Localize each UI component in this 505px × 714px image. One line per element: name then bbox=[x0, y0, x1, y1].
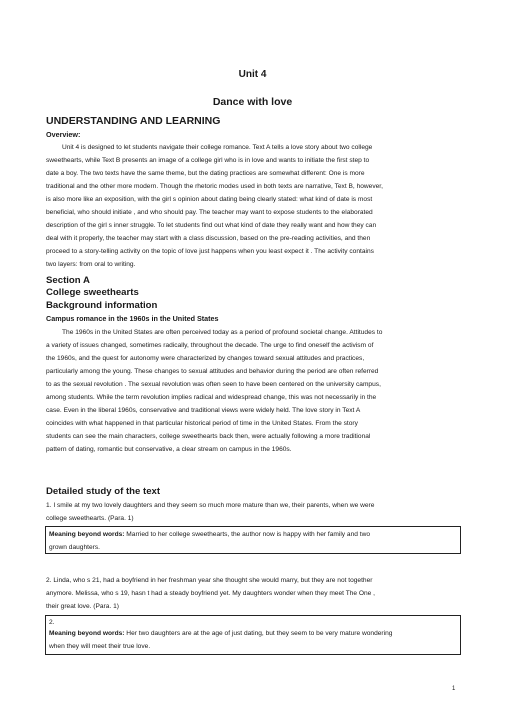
overview-line: sweethearts, while Text B presents an image of a college girl who is in love and wants to initiate the first step to bbox=[46, 157, 370, 164]
background-line: particularly among the young. These changes to sexual attitudes and behavior during the period are often referred bbox=[46, 368, 379, 375]
meaning-box-1-line: grown daughters. bbox=[49, 544, 100, 551]
background-line: among students. While the term revolution implies radical and widespread change, this was not necessarily in the bbox=[46, 394, 377, 401]
meaning-box-2-line bbox=[49, 629, 392, 639]
overview-line: Unit 4 is designed to let students navigate their college romance. Text A tells a love story about two college bbox=[62, 144, 373, 151]
meaning-text: Married to her college sweethearts, the author now is happy with her family and two bbox=[124, 531, 371, 538]
meaning-box-2 bbox=[45, 615, 461, 655]
overview-line: is also more like an exposition, with the girl s opinion about dating being clearly stated: what kind of date is most bbox=[46, 196, 373, 203]
page-number: 1 bbox=[452, 686, 456, 692]
meaning-box-2-number: 2. bbox=[49, 619, 55, 626]
meaning-box-1 bbox=[45, 526, 461, 554]
background-line: coincides with what happened in that particular historical period of time in the United States. From the story bbox=[46, 420, 358, 427]
meaning-box-2-line: when they will meet their true love. bbox=[49, 643, 151, 650]
background-line: case. Even in the liberal 1960s, conservative and traditional views were widely held. The love story in Text A bbox=[46, 407, 361, 414]
meaning-text: Her two daughters are at the age of just dating, but they seem to be very mature wondering bbox=[124, 630, 393, 637]
background-line: a variety of issues changed, sometimes radically, throughout the decade. The urge to find oneself the activism of bbox=[46, 342, 374, 349]
study-item-2-line: their great love. (Para. 1) bbox=[46, 603, 119, 610]
overview-line: traditional and the other more modern. Though the rhetoric modes used in both texts are narrative, Text B, however, bbox=[46, 183, 383, 190]
background-line: The 1960s in the United States are often perceived today as a period of profound societal change. Attitudes to bbox=[62, 329, 383, 336]
overview-line: proceed to a story-telling activity on the topic of love just happens when you least expect it . The activity contains bbox=[46, 248, 374, 255]
background-line: to as the sexual revolution . The sexual revolution was often seen to have been centered on the university campus, bbox=[46, 381, 381, 388]
background-information-heading: Background information bbox=[46, 300, 158, 311]
background-line: students can see the main characters, college sweethearts back then, were actually following a more traditional bbox=[46, 433, 371, 440]
campus-romance-heading: Campus romance in the 1960s in the United States bbox=[46, 314, 219, 323]
overview-line: description of the girl s inner struggle. To let students find out what kind of date they really want and how they can bbox=[46, 222, 377, 229]
meaning-label: Meaning beyond words: bbox=[49, 630, 125, 637]
overview-line: two layers: from oral to writing. bbox=[46, 261, 136, 268]
meaning-label: Meaning beyond words: bbox=[49, 531, 125, 538]
detailed-study-heading: Detailed study of the text bbox=[46, 486, 161, 497]
unit-subtitle: Dance with love bbox=[212, 96, 293, 108]
study-item-2-line: anymore. Melissa, who s 19, hasn t had a steady boyfriend yet. My daughters wonder when they meet The One , bbox=[46, 590, 376, 597]
overview-label: Overview: bbox=[46, 130, 81, 139]
section-heading: UNDERSTANDING AND LEARNING bbox=[46, 115, 221, 127]
overview-line: beneficial, who should initiate , and who should pay. The teacher may want to expose students to the elaborated bbox=[46, 209, 373, 216]
background-line: the 1960s, and the quest for autonomy were characterized by changes toward sexual attitudes and practices, bbox=[46, 355, 365, 362]
unit-title: Unit 4 bbox=[238, 69, 267, 80]
study-item-2-line: 2. Linda, who s 21, had a boyfriend in her freshman year she thought she would marry, but they are not together bbox=[46, 577, 373, 584]
study-item-1-line: 1. I smile at my two lovely daughters and they seem so much more mature than we, their parents, when we were bbox=[46, 502, 375, 509]
meaning-box-1-line bbox=[49, 530, 370, 540]
study-item-1-line: college sweethearts. (Para. 1) bbox=[46, 515, 134, 522]
overview-line: date a boy. The two texts have the same theme, but the dating practices are somewhat different: One is more bbox=[46, 170, 365, 177]
background-line: pattern of dating, romantic but conservative, a clear stream on campus in the 1960s. bbox=[46, 446, 292, 453]
overview-line: deal with it properly, the teacher may start with a class discussion, based on the pre-reading activities, and then bbox=[46, 235, 371, 242]
section-a-heading: Section A bbox=[46, 275, 90, 286]
college-sweethearts-heading: College sweethearts bbox=[46, 287, 139, 298]
